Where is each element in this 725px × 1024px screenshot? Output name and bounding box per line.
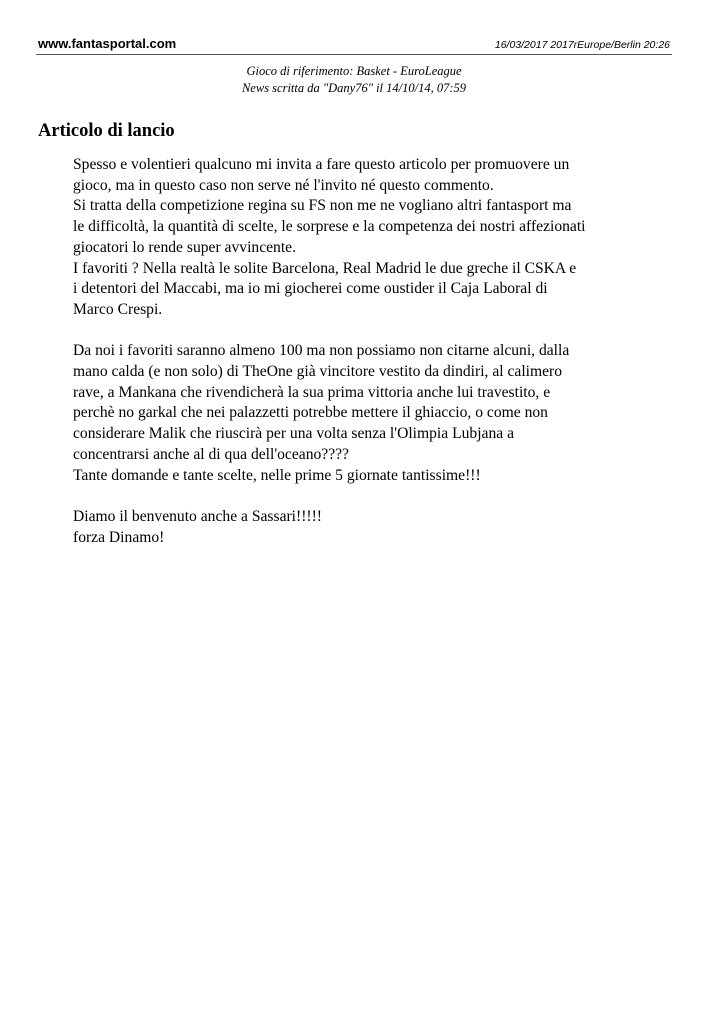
article-line: mano calda (e non solo) di TheOne già vincitore vestito da dindiri, al calimero — [73, 363, 563, 381]
paragraph-spacer — [73, 486, 673, 507]
article-line: Tante domande e tante scelte, nelle prime 5 giornate tantissime!!! — [73, 466, 481, 484]
article-meta — [36, 63, 672, 97]
article-line: I favoriti ? Nella realtà le solite Barcelona, Real Madrid le due greche il CSKA e — [73, 259, 577, 277]
site-url[interactable]: www.fantasportal.com — [38, 36, 177, 51]
article-line: considerare Malik che riuscirà per una volta senza l'Olimpia Lubjana a — [73, 425, 514, 443]
article-line: Marco Crespi. — [73, 300, 163, 318]
article-line: concentrarsi anche al di qua dell'oceano???? — [73, 445, 349, 463]
article-line: giocatori lo rende super avvincente. — [73, 238, 296, 256]
print-date: 16/03/2017 2017rEurope/Berlin 20:26 — [494, 39, 670, 51]
article-line: Da noi i favoriti saranno almeno 100 ma non possiamo non citarne alcuni, dalla — [73, 342, 570, 360]
article-line: i detentori del Maccabi, ma io mi giocherei come oustider il Caja Laboral di — [73, 280, 548, 298]
game-reference: Gioco di riferimento: Basket - EuroLeague — [246, 64, 462, 78]
article-line: Si tratta della competizione regina su FS non me ne vogliano altri fantasport ma — [73, 197, 572, 215]
article-body — [73, 155, 673, 548]
article-line: le difficoltà, la quantità di scelte, le sorprese e la competenza dei nostri affezionati — [73, 218, 586, 236]
paragraph-spacer — [73, 321, 673, 342]
article-line: Diamo il benvenuto anche a Sassari!!!!! — [73, 507, 322, 525]
page-header — [36, 34, 672, 55]
article-title: Articolo di lancio — [38, 121, 175, 141]
news-author: News scritta da "Dany76" il 14/10/14, 07:59 — [241, 81, 467, 95]
article-line: rave, a Mankana che rivendicherà la sua prima vittoria anche lui travestito, e — [73, 383, 551, 401]
article-line: perchè no garkal che nei palazzetti potrebbe mettere il ghiaccio, o come non — [73, 404, 548, 422]
article-line: Spesso e volentieri qualcuno mi invita a fare questo articolo per promuovere un — [73, 156, 570, 173]
article-line: gioco, ma in questo caso non serve né l'invito né questo commento. — [73, 176, 494, 194]
article-line: forza Dinamo! — [73, 528, 165, 546]
